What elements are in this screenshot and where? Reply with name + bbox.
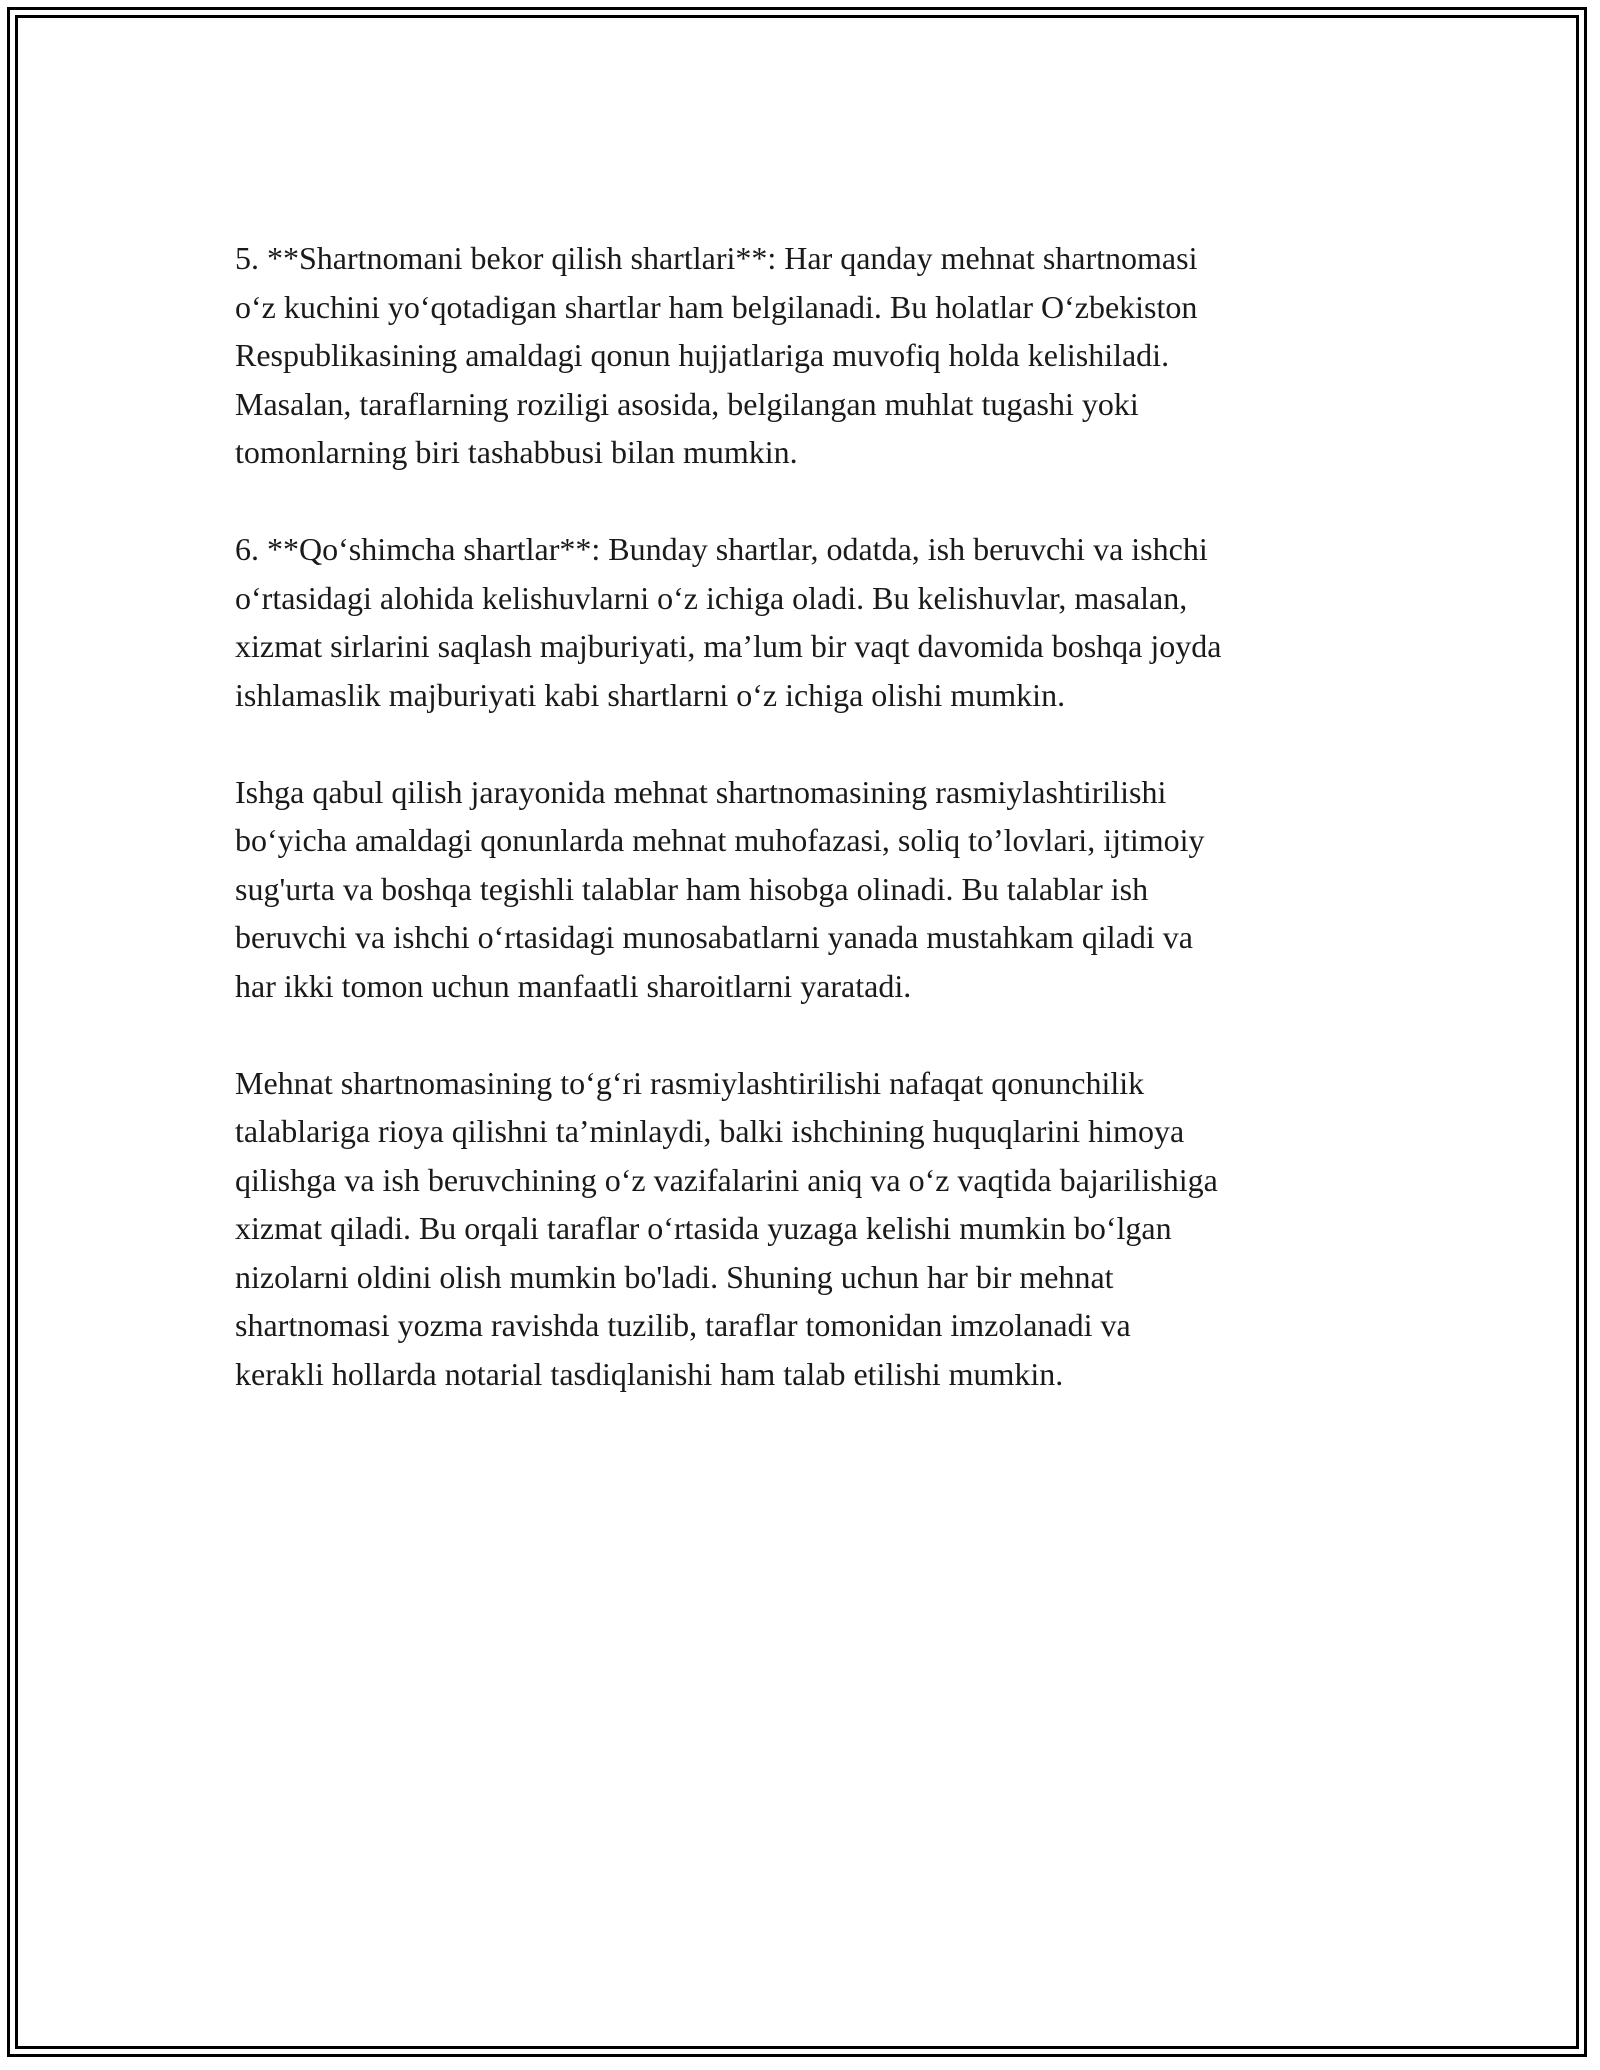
text-line: shartnomasi yozma ravishda tuzilib, taraflar tomonidan imzolanadi va (235, 1307, 1131, 1343)
document-body (235, 234, 1385, 1447)
text-line: qilishga va ish beruvchining o‘z vazifalarini aniq va o‘z vaqtida bajarilishiga (235, 1161, 1218, 1198)
text-line: talablariga rioya qilishni ta’minlaydi, balki ishchining huquqlarini himoya (235, 1113, 1185, 1149)
text-line: ishlamaslik majburiyati kabi shartlarni o‘z ichiga olishi mumkin. (235, 676, 1066, 713)
text-line: har ikki tomon uchun manfaatli sharoitlarni yaratadi. (235, 967, 912, 1004)
paragraph-additional-conditions (235, 525, 1385, 719)
text-line: Mehnat shartnomasining to‘g‘ri rasmiylashtirilishi nafaqat qonunchilik (235, 1064, 1145, 1101)
text-line: Masalan, taraflarning roziligi asosida, belgilangan muhlat tugashi yoki (235, 385, 1139, 422)
text-line: tomonlarning biri tashabbusi bilan mumkin. (235, 434, 798, 470)
text-line: kerakli hollarda notarial tasdiqlanishi ham talab etilishi mumkin. (235, 1355, 1064, 1392)
text-line: 6. **Qo‘shimcha shartlar**: Bunday shartlar, odatda, ish beruvchi va ishchi (235, 531, 1208, 567)
text-line: bo‘yicha amaldagi qonunlarda mehnat muhofazasi, soliq to’lovlari, ijtimoiy (235, 822, 1205, 858)
paragraph-termination-conditions (235, 234, 1385, 477)
text-line: Ishga qabul qilish jarayonida mehnat shartnomasining rasmiylashtirilishi (235, 773, 1167, 810)
text-line: nizolarni oldini olish mumkin bo'ladi. Shuning uchun har bir mehnat (235, 1258, 1114, 1295)
text-line: sug'urta va boshqa tegishli talablar ham hisobga olinadi. Bu talablar ish (235, 870, 1149, 907)
text-line: xizmat qiladi. Bu orqali taraflar o‘rtasida yuzaga kelishi mumkin bo‘lgan (235, 1210, 1172, 1246)
text-line: xizmat sirlarini saqlash majburiyati, ma’lum bir vaqt davomida boshqa joyda (235, 628, 1222, 664)
paragraph-hiring-process (235, 768, 1385, 1011)
text-line: o‘z kuchini yo‘qotadigan shartlar ham belgilanadi. Bu holatlar O‘zbekiston (235, 288, 1198, 325)
text-line: o‘rtasidagi alohida kelishuvlarni o‘z ichiga oladi. Bu kelishuvlar, masalan, (235, 579, 1188, 616)
paragraph-proper-formalization (235, 1059, 1385, 1399)
text-line: Respublikasining amaldagi qonun hujjatlariga muvofiq holda kelishiladi. (235, 337, 1170, 373)
text-line: 5. **Shartnomani bekor qilish shartlari**: Har qanday mehnat shartnomasi (235, 240, 1198, 276)
text-line: beruvchi va ishchi o‘rtasidagi munosabatlarni yanada mustahkam qiladi va (235, 919, 1193, 955)
